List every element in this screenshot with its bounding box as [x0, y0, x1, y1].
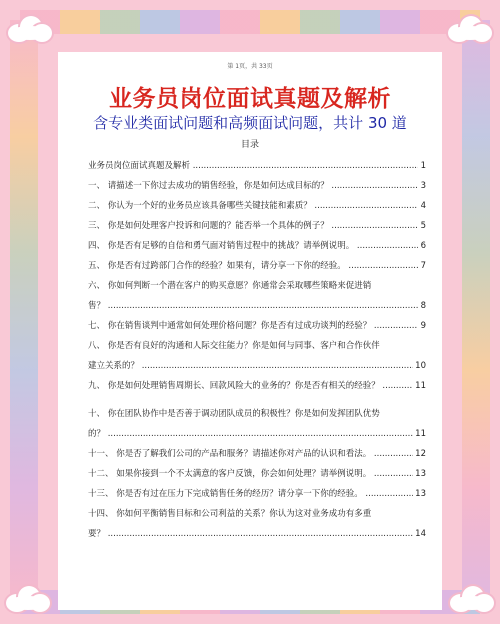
- cloud-icon: [6, 584, 50, 614]
- toc-entry[interactable]: 十二、 如果你接到一个不太满意的客户反馈，你会如何处理？请举例说明。 ..... 13: [88, 464, 418, 484]
- toc-heading: 目录: [240, 140, 259, 150]
- toc-entry[interactable]: 业务员岗位面试真题及解析 ..... 1: [88, 156, 418, 176]
- toc-entry[interactable]: 四、 你是否有足够的自信和勇气面对销售过程中的挑战？请举例说明。 ..... 6: [88, 236, 418, 256]
- rainbow-stripe-right: [462, 20, 490, 604]
- rainbow-stripe-top: [20, 10, 480, 34]
- toc-entry[interactable]: 十三、 你是否有过在压力下完成销售任务的经历？请分享一下你的经验。 ..... 13: [88, 484, 418, 504]
- toc-entry[interactable]: 六、 你如何判断一个潜在客户的购买意愿？你通常会采取哪些策略来促进销 售？ ..... 8: [88, 276, 418, 316]
- cloud-icon: [448, 14, 492, 44]
- toc-entry[interactable]: 五、 你是否有过跨部门合作的经验？如果有，请分享一下你的经验。 ..... 7: [88, 256, 418, 276]
- page-number: 第 1页，共 33页: [227, 63, 273, 70]
- document-title: 业务员岗位面试真题及解析: [109, 85, 391, 112]
- toc-entry[interactable]: 三、 你是如何处理客户投诉和问题的？能否举一个具体的例子？ ..... 5: [88, 216, 418, 236]
- toc-entry[interactable]: 九、 你是如何处理销售周期长、回款风险大的业务的？你是否有相关的经验？ ..... 11: [88, 376, 418, 396]
- toc-entry[interactable]: 十、 你在团队协作中是否善于调动团队成员的积极性？你是如何发挥团队优势 的？ ..... 11: [88, 404, 418, 444]
- cloud-icon: [8, 14, 52, 44]
- toc-entry[interactable]: 十四、 你如何平衡销售目标和公司利益的关系？你认为这对业务成功有多重 要？ ..... 14: [88, 504, 418, 544]
- cloud-icon: [450, 584, 494, 614]
- document-subtitle: 含专业类面试问题和高频面试问题，共计 30 道: [93, 114, 407, 132]
- rainbow-stripe-left: [10, 20, 38, 604]
- toc-entry[interactable]: 七、 你在销售谈判中通常如何处理价格问题？你是否有过成功谈判的经验？ ..... 9: [88, 316, 418, 336]
- toc-entry[interactable]: 十一、 你是否了解我们公司的产品和服务？请描述你对产品的认识和看法。 ..... 12: [88, 444, 418, 464]
- document-page: [58, 52, 442, 610]
- toc-entry[interactable]: 一、 请描述一下你过去成功的销售经验，你是如何达成目标的？ ..... 3: [88, 176, 418, 196]
- toc-entry[interactable]: 八、 你是否有良好的沟通和人际交往能力？你是如何与同事、客户和合作伙伴 建立关系的？ ..... 10: [88, 336, 418, 376]
- toc-entry[interactable]: 二、 你认为一个好的业务员应该具备哪些关键技能和素质？ ..... 4: [88, 196, 418, 216]
